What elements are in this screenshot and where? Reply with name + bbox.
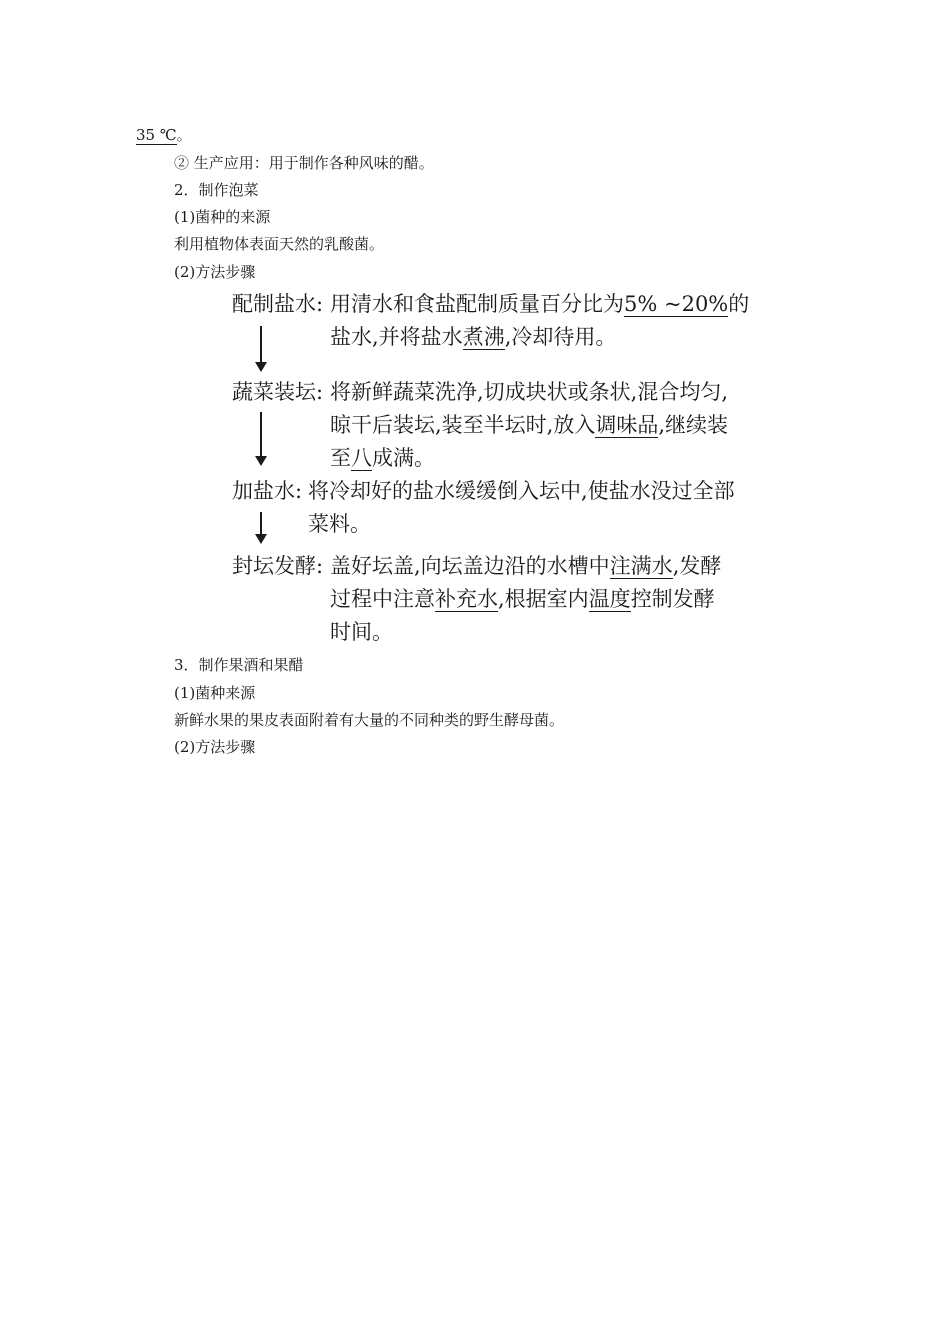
answer-blank: 温度 <box>588 587 631 611</box>
answer-blank: 补充水 <box>435 587 498 611</box>
down-arrow-icon <box>254 512 268 546</box>
answer-blank: 煮沸 <box>462 325 505 349</box>
answer-blank: 5% ~20% <box>624 292 729 316</box>
step-label: 蔬菜装坛: <box>232 380 324 404</box>
temperature-value: 35 ℃ <box>136 126 177 144</box>
subheading: (1)菌种来源 <box>174 684 256 702</box>
step-label: 加盐水: <box>232 479 303 503</box>
paragraph: 新鲜水果的果皮表面附着有大量的不同种类的野生酵母菌。 <box>174 711 565 729</box>
subheading: (2)方法步骤 <box>174 738 256 756</box>
step-label: 配制盐水: <box>232 292 324 316</box>
subheading: (2)方法步骤 <box>174 263 256 281</box>
section-heading: 2．制作泡菜 <box>174 181 259 199</box>
subheading: (1)菌种的来源 <box>174 208 271 226</box>
step-text: 用清水和食盐配制质量百分比为5% ~20%的 盐水,并将盐水煮沸,冷却待用。 <box>330 292 750 349</box>
answer-blank: 八 <box>351 446 372 470</box>
section-heading: 3．制作果酒和果醋 <box>174 656 304 674</box>
step-text: 将新鲜蔬菜洗净,切成块状或条状,混合均匀, 晾干后装坛,装至半坛时,放入调味品,继续装 至八成满。 <box>330 380 729 470</box>
answer-blank: 注满水 <box>609 554 673 578</box>
down-arrow-icon <box>254 326 268 374</box>
answer-blank: 调味品 <box>595 413 659 437</box>
temperature-line: 35 ℃。 <box>136 126 192 144</box>
paragraph: 利用植物体表面天然的乳酸菌。 <box>174 235 385 253</box>
step-text: 盖好坛盖,向坛盖边沿的水槽中注满水,发酵 过程中注意补充水,根据室内温度控制发酵 时间。 <box>330 554 722 644</box>
step-text: 将冷却好的盐水缓缓倒入坛中,使盐水没过全部 菜料。 <box>308 479 735 536</box>
application-line: ② 生产应用：用于制作各种风味的醋。 <box>174 154 434 172</box>
down-arrow-icon <box>254 412 268 468</box>
step-label: 封坛发酵: <box>232 554 324 578</box>
